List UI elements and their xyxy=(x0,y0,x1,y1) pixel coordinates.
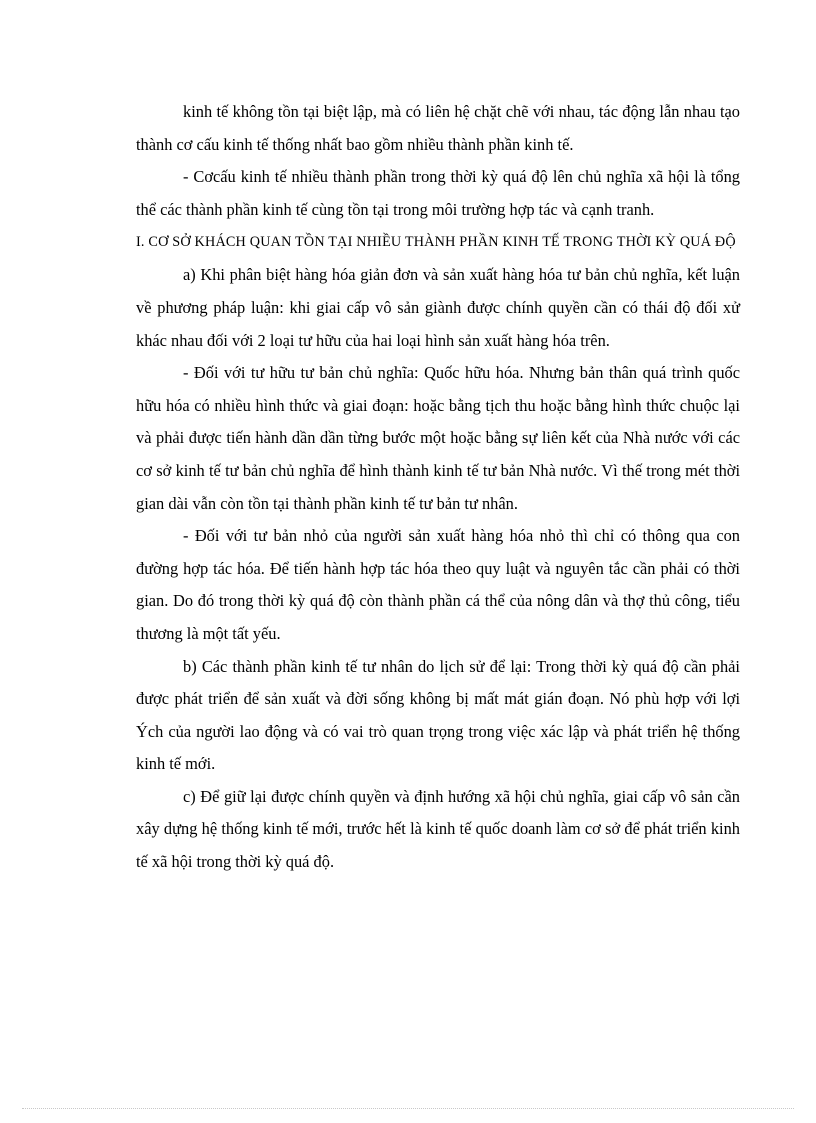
paragraph-structure-definition: - Cơcấu kinh tế nhiều thành phần trong thời kỳ quá độ lên chủ nghĩa xã hội là tổng thể các thành phần kinh tế cùng tồn tại trong môi trường hợp tác và cạnh tranh. xyxy=(136,167,740,219)
page-bottom-divider xyxy=(22,1108,794,1109)
paragraph-point-b: b) Các thành phần kinh tế tư nhân do lịch sử để lại: Trong thời kỳ quá độ cần phải được phát triển để sản xuất và đời sống không bị mất mát gián đoạn. Nó phù hợp với lợi Ých của người lao động và có vai trò quan trọng trong việc xác lập và phát triển hệ thống kinh tế mới. xyxy=(136,656,740,774)
paragraph-continuation: kinh tế không tồn tại biệt lập, mà có liên hệ chặt chẽ với nhau, tác động lẫn nhau tạo thành cơ cấu kinh tế thống nhất bao gồm nhiều thành phần kinh tế. xyxy=(136,102,740,154)
paragraph-capitalist-ownership: - Đối với tư hữu tư bản chủ nghĩa: Quốc hữu hóa. Nhưng bản thân quá trình quốc hữu hóa có nhiều hình thức và giai đoạn: hoặc bằng tịch thu hoặc bằng hình thức chuộc lại và phải được tiến hành dần dần từng bước một hoặc bằng sự liên kết của Nhà nước với các cơ sở kinh tế tư bản chủ nghĩa để hình thành kinh tế tư bản Nhà nước. Vì thế trong mét thời gian dài vẫn còn tồn tại thành phần kinh tế tư bản tư nhân. xyxy=(136,363,740,513)
section-heading: I. CƠ SỞ KHÁCH QUAN TỒN TẠI NHIỀU THÀNH PHẦN KINH TẾ TRONG THỜI KỲ QUÁ ĐỘ xyxy=(136,234,736,251)
document-page xyxy=(136,96,740,879)
paragraph-point-c: c) Để giữ lại được chính quyền và định hướng xã hội chủ nghĩa, giai cấp vô sản cần xây dựng hệ thống kinh tế mới, trước hết là kinh tế quốc doanh làm cơ sở để phát triển kinh tế xã hội trong thời kỳ quá độ. xyxy=(136,786,740,872)
paragraph-small-producers: - Đối với tư bản nhỏ của người sản xuất hàng hóa nhỏ thì chỉ có thông qua con đường hợp tác hóa. Để tiến hành hợp tác hóa theo quy luật và nguyên tắc cần phải có thời gian. Do đó trong thời kỳ quá độ còn thành phần cá thể của nông dân và thợ thủ công, tiểu thương là một tất yếu. xyxy=(136,526,740,643)
paragraph-point-a: a) Khi phân biệt hàng hóa giản đơn và sản xuất hàng hóa tư bản chủ nghĩa, kết luận về phương pháp luận: khi giai cấp vô sản giành được chính quyền cần có thái độ đối xử khác nhau đối với 2 loại tư hữu của hai loại hình sản xuất hàng hóa trên. xyxy=(136,265,740,350)
